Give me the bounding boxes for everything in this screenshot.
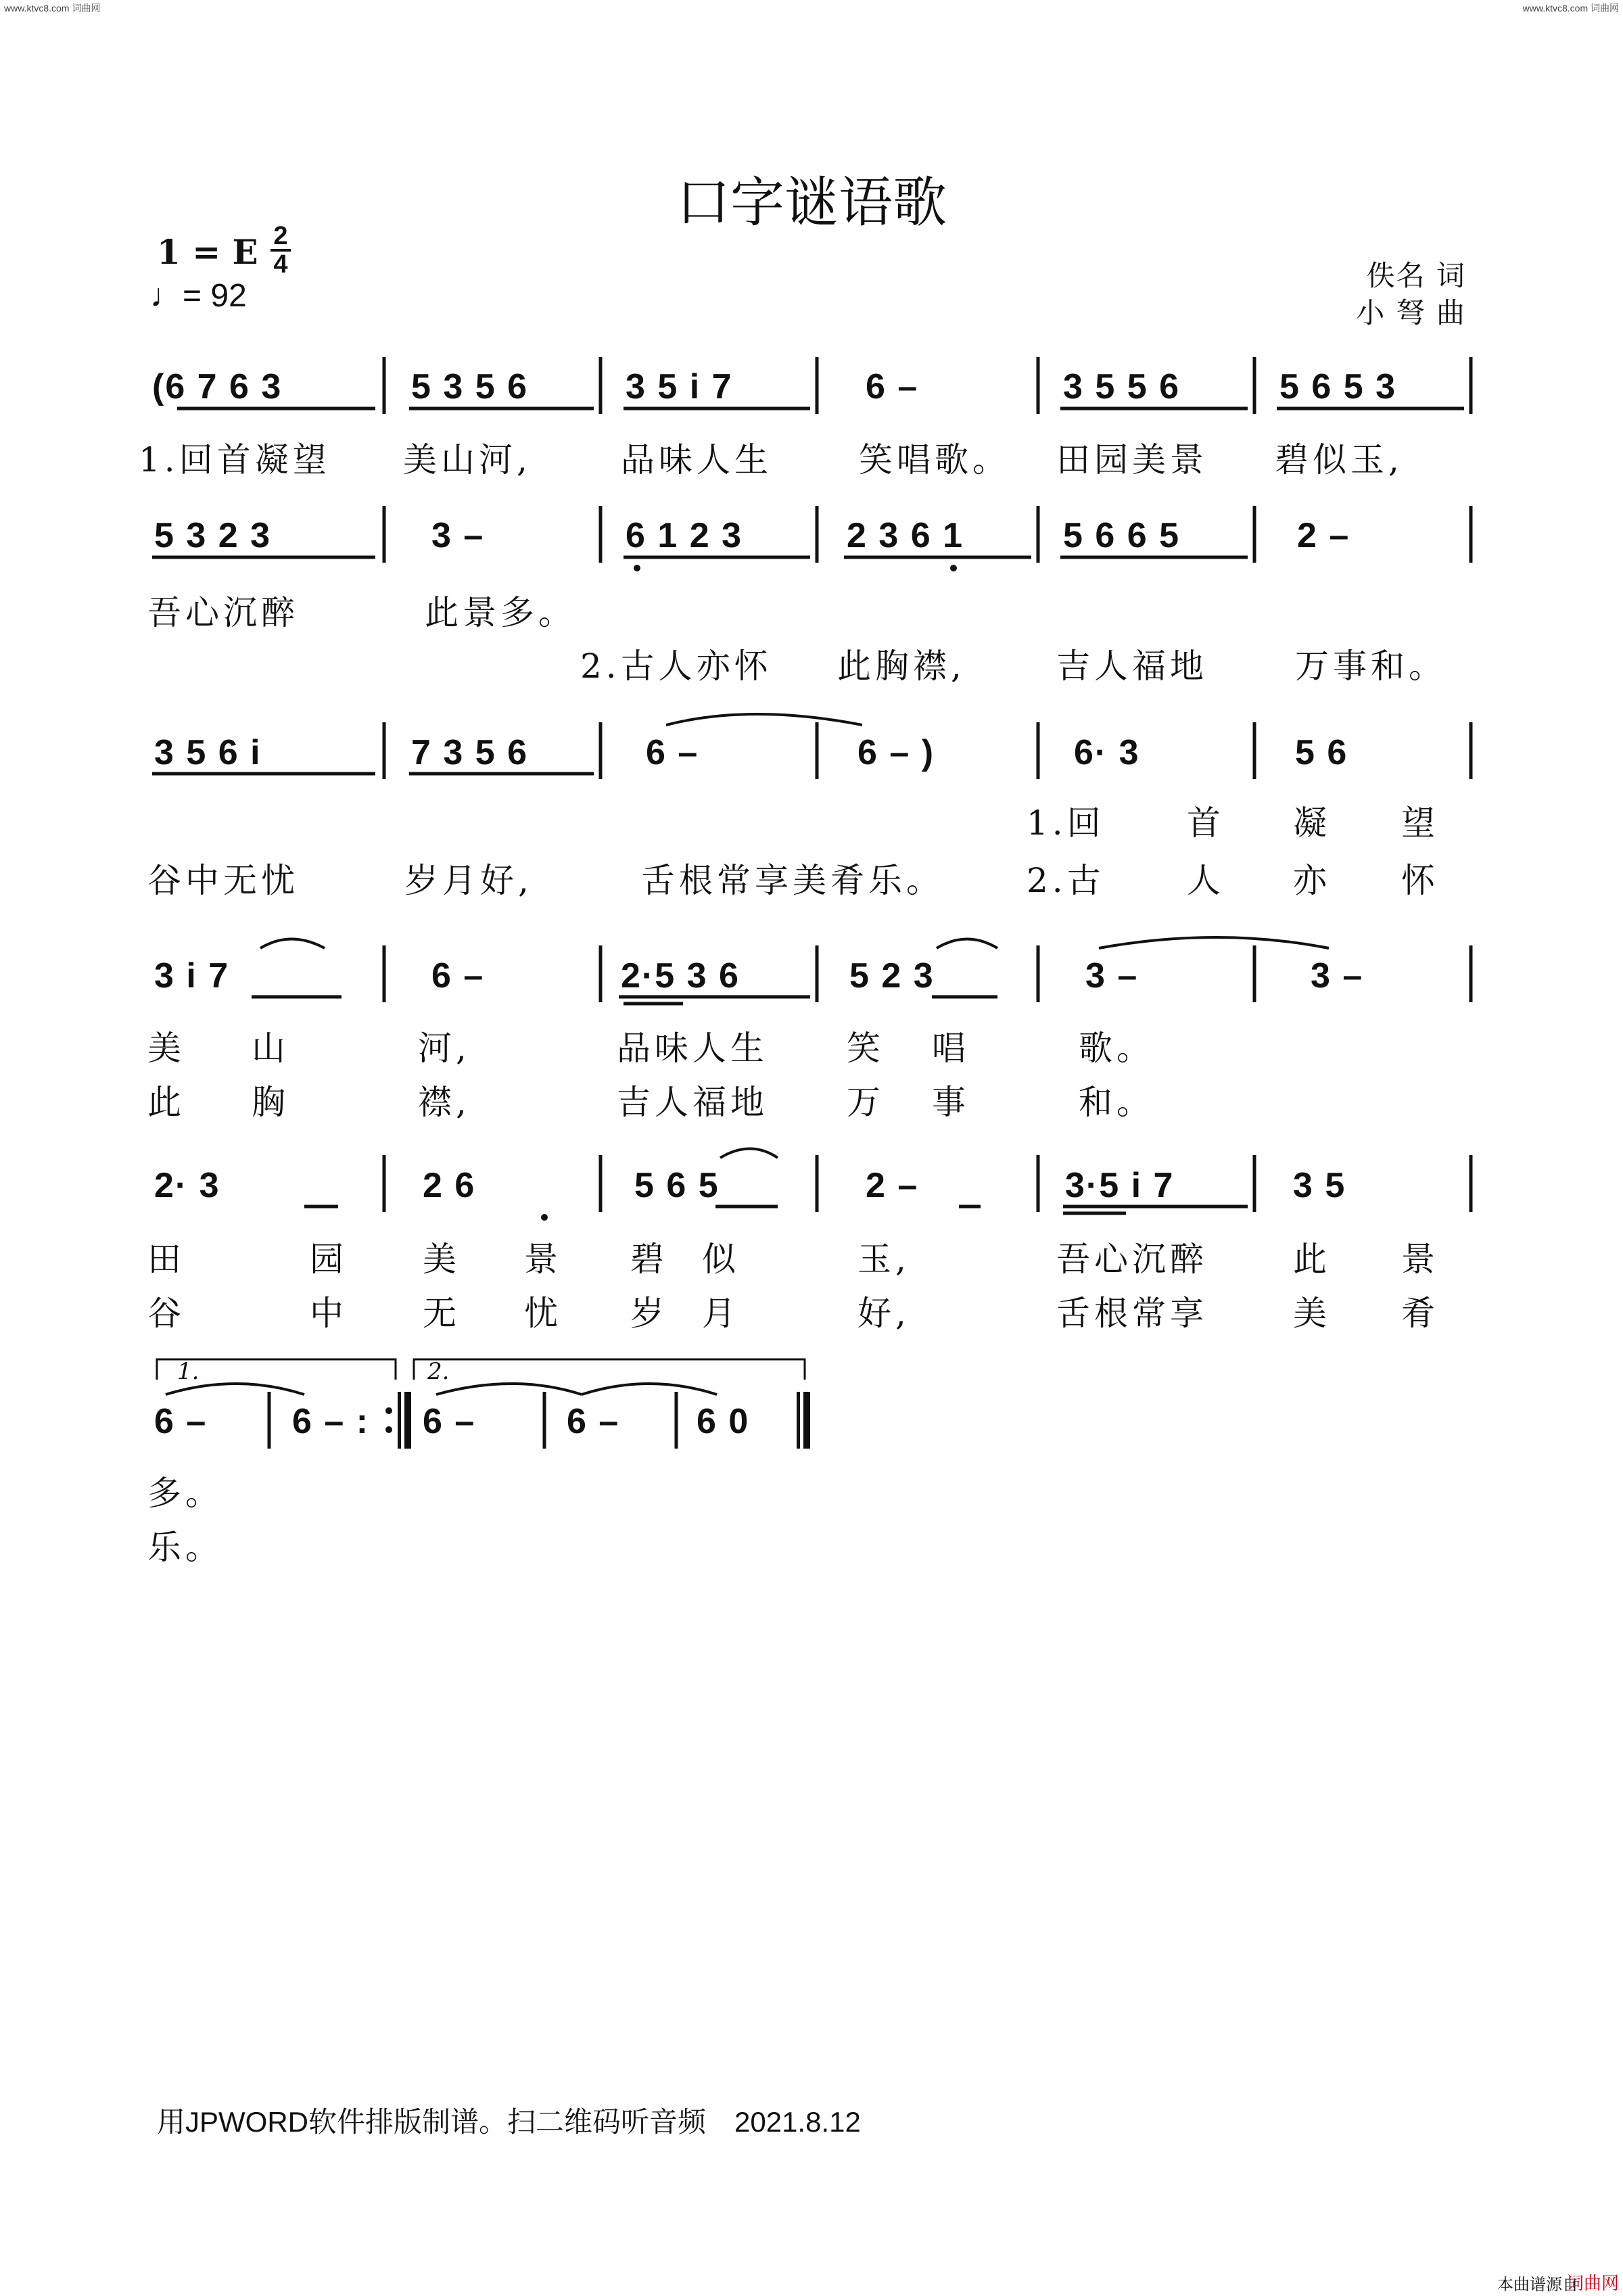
lyric-syllable: 亦 bbox=[1293, 861, 1331, 900]
measure: 2 6 bbox=[423, 1166, 476, 1205]
watermark-site-logo: 词曲网 bbox=[1566, 2273, 1619, 2293]
volta-2-label: 2. bbox=[427, 1358, 450, 1385]
lyric-syllable: 事 bbox=[932, 1083, 970, 1122]
lyric-syllable: 无 bbox=[423, 1294, 461, 1333]
key-signature: 1 = E bbox=[157, 232, 258, 272]
lyric-syllable: 2.古 bbox=[1027, 861, 1105, 900]
time-signature-bottom: 4 bbox=[273, 250, 288, 279]
volta-1-label: 1. bbox=[177, 1358, 199, 1385]
footer-note: 用JPWORD软件排版制谱。扫二维码听音频 2021.8.12 bbox=[157, 2106, 861, 2138]
measure: 6 – bbox=[431, 956, 485, 995]
lyric-syllable: 凝 bbox=[1293, 803, 1331, 843]
time-signature-top: 2 bbox=[273, 222, 288, 250]
lyric-syllable: 此 bbox=[1293, 1240, 1331, 1279]
lyric-phrase: 多。 bbox=[147, 1474, 223, 1513]
watermark-top-left: www.ktvc8.com 词曲网 bbox=[4, 3, 101, 14]
lyric-syllable: 似 bbox=[702, 1240, 740, 1279]
lyric-syllable: 美 bbox=[423, 1240, 461, 1279]
measure: 2 3 6 1 bbox=[847, 516, 964, 555]
lyric-phrase: 2.古人亦怀 bbox=[580, 647, 772, 686]
volta-brackets bbox=[157, 1359, 805, 1380]
lyric-phrase: 田园美景 bbox=[1056, 440, 1208, 479]
measure: 2 – bbox=[866, 1166, 919, 1205]
page-title: 口字谜语歌 bbox=[676, 172, 947, 233]
composer-credit: 小 弩 曲 bbox=[1356, 296, 1466, 329]
lyric-phrase: 吉人福地 bbox=[617, 1083, 768, 1122]
repeat-and-final-bars bbox=[385, 1392, 810, 1449]
lyric-syllable: 首 bbox=[1187, 803, 1225, 843]
measure: 5 6 5 bbox=[634, 1166, 720, 1205]
lyric-phrase: 笑唱歌。 bbox=[859, 440, 1010, 479]
watermark-source-label: 本曲谱源自 bbox=[1497, 2276, 1578, 2294]
lyric-syllable: 景 bbox=[524, 1240, 562, 1279]
lyric-syllable: 万 bbox=[847, 1083, 885, 1122]
lyric-syllable: 美 bbox=[1293, 1294, 1331, 1333]
lyric-syllable: 中 bbox=[310, 1294, 348, 1333]
measure: 3 i 7 bbox=[154, 956, 230, 995]
lyricist-credit: 佚名 词 bbox=[1366, 259, 1466, 292]
measure: 5 3 5 6 bbox=[411, 367, 529, 406]
lyric-syllable: 园 bbox=[310, 1240, 348, 1279]
tempo-marking: ♩= 92 bbox=[150, 278, 247, 314]
barlines bbox=[269, 357, 1471, 1449]
measure: 6 0 bbox=[697, 1402, 750, 1441]
lyric-syllable: 景 bbox=[1401, 1240, 1439, 1279]
measure: 2·5 3 6 bbox=[621, 956, 740, 995]
lyric-syllable: 肴 bbox=[1401, 1294, 1439, 1333]
lyric-phrase: 品味人生 bbox=[617, 1029, 768, 1068]
lyric-phrase: 吾心沉醉 bbox=[1056, 1240, 1208, 1279]
lyric-syllable: 碧 bbox=[630, 1240, 668, 1279]
lyric-phrase: 舌根常享美肴乐。 bbox=[641, 861, 944, 900]
lyric-phrase: 碧似玉, bbox=[1275, 440, 1403, 479]
lyric-syllable: 1.回 bbox=[1027, 803, 1105, 843]
lyric-syllable: 歌。 bbox=[1079, 1029, 1154, 1068]
lyric-phrase: 吉人福地 bbox=[1056, 647, 1208, 686]
measure: 3 5 6 i bbox=[154, 733, 262, 772]
lyric-syllable: 岁 bbox=[630, 1294, 668, 1333]
lyric-syllable: 笑 bbox=[847, 1029, 885, 1068]
measure: 5 6 bbox=[1295, 733, 1348, 772]
measure: (6 7 6 3 bbox=[152, 367, 283, 406]
lyric-syllable: 好, bbox=[857, 1294, 910, 1333]
measure: 6 – ) bbox=[857, 733, 935, 772]
lyric-syllable: 望 bbox=[1401, 803, 1439, 843]
measure: 3 5 i 7 bbox=[626, 367, 733, 406]
lyric-syllable: 怀 bbox=[1401, 861, 1439, 900]
lyric-syllable: 此 bbox=[147, 1083, 185, 1122]
lyric-syllable: 美 bbox=[147, 1029, 185, 1068]
measure: 3 5 5 6 bbox=[1063, 367, 1181, 406]
measure: 7 3 5 6 bbox=[411, 733, 529, 772]
lyric-phrase: 舌根常享 bbox=[1056, 1294, 1208, 1333]
measure: 6 – bbox=[866, 367, 919, 406]
measure: 6 1 2 3 bbox=[626, 516, 743, 555]
lyric-phrase: 吾心沉醉 bbox=[147, 593, 299, 632]
lyric-syllable: 胸 bbox=[252, 1083, 289, 1122]
lyric-phrase: 岁月好, bbox=[404, 861, 533, 900]
measure: 6 – bbox=[423, 1402, 476, 1441]
lyric-phrase: 乐。 bbox=[147, 1528, 223, 1567]
lyric-phrase: 此胸襟, bbox=[837, 647, 966, 686]
measure: 3 – bbox=[431, 516, 485, 555]
lyric-syllable: 和。 bbox=[1079, 1083, 1154, 1122]
measure: 5 2 3 bbox=[849, 956, 935, 995]
lyric-phrase: 1.回首凝望 bbox=[139, 440, 331, 479]
measure: 3·5 i 7 bbox=[1065, 1166, 1175, 1205]
duration-underlines bbox=[152, 408, 1464, 1213]
measure: 5 6 6 5 bbox=[1063, 516, 1181, 555]
lyric-phrase: 此景多。 bbox=[425, 593, 576, 632]
lyric-syllable: 襟, bbox=[418, 1083, 471, 1122]
measure: 2· 3 bbox=[154, 1166, 220, 1205]
measure: 3 – bbox=[1311, 956, 1364, 995]
lyric-syllable: 河, bbox=[418, 1029, 471, 1068]
measure: 2 – bbox=[1297, 516, 1350, 555]
lyric-phrase: 品味人生 bbox=[621, 440, 772, 479]
lyric-syllable: 田 bbox=[147, 1240, 185, 1279]
lyric-syllable: 忧 bbox=[524, 1294, 562, 1333]
lyric-phrase: 万事和。 bbox=[1295, 647, 1446, 686]
lyric-phrase: 谷中无忧 bbox=[147, 861, 299, 900]
measure: 3 – bbox=[1085, 956, 1139, 995]
measure: 6 – bbox=[646, 733, 699, 772]
measure: 5 3 2 3 bbox=[154, 516, 272, 555]
measure: 6· 3 bbox=[1074, 733, 1140, 772]
lyric-syllable: 人 bbox=[1187, 861, 1225, 900]
measure: 6 – : bbox=[292, 1402, 370, 1441]
lyric-syllable: 唱 bbox=[932, 1029, 970, 1068]
lyric-syllable: 谷 bbox=[147, 1294, 185, 1333]
octave-dots bbox=[541, 565, 957, 1221]
measure: 3 5 bbox=[1293, 1166, 1346, 1205]
lyric-syllable: 月 bbox=[702, 1294, 740, 1333]
measure: 5 6 5 3 bbox=[1279, 367, 1397, 406]
lyric-syllable: 玉, bbox=[857, 1240, 910, 1279]
watermark-top-right: www.ktvc8.com 词曲网 bbox=[1522, 3, 1619, 14]
slurs bbox=[166, 714, 1329, 1395]
measure: 6 – bbox=[154, 1402, 208, 1441]
lyric-phrase: 美山河, bbox=[403, 440, 532, 479]
lyric-syllable: 山 bbox=[252, 1029, 289, 1068]
measure: 6 – bbox=[567, 1402, 620, 1441]
